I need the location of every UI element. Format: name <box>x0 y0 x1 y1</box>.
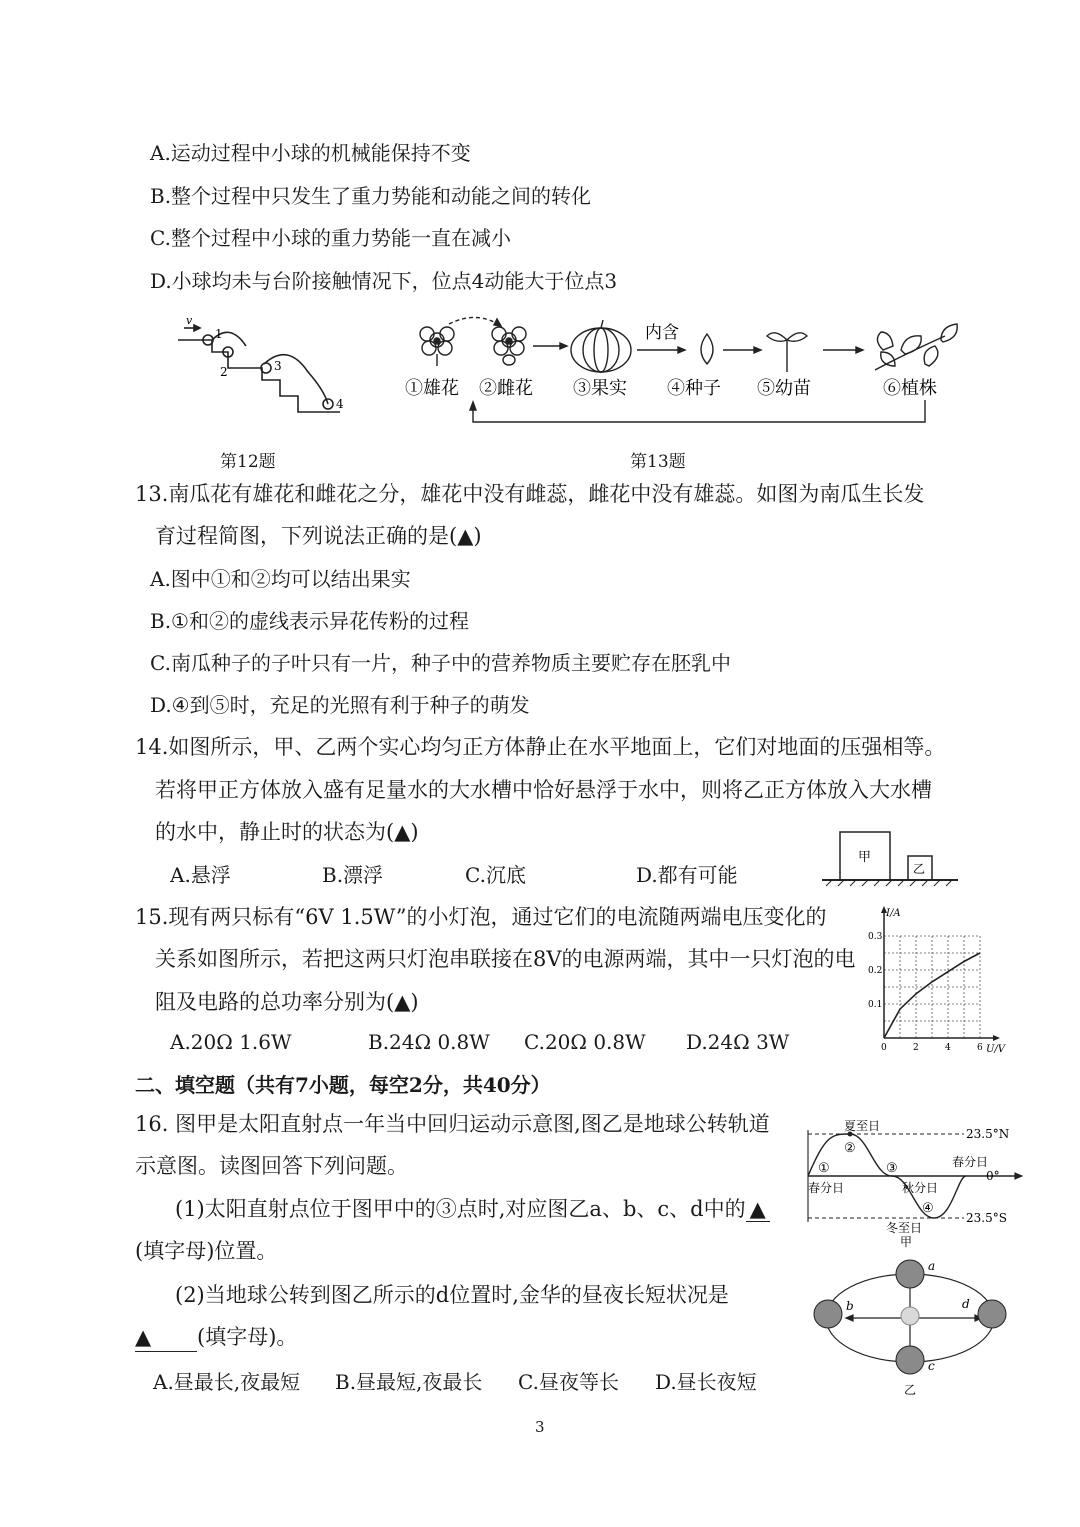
seed-icon <box>701 334 713 364</box>
x-tick-label: 4 <box>945 1043 951 1053</box>
q15-stem-line2: 关系如图所示，若把这两只灯泡串联接在8V的电源两端，其中一只灯泡的电 <box>155 947 856 971</box>
pos-label-2: 2 <box>220 365 228 379</box>
q15-option-b: B.24Ω 0.8W <box>368 1030 490 1054</box>
earth-a <box>896 1260 924 1288</box>
q15-stem-line3: 阻及电路的总功率分别为(▲) <box>155 990 419 1014</box>
zero-lat-label: 0° <box>986 1169 1000 1183</box>
page-number: 3 <box>535 1418 545 1436</box>
q13-option-b: B.①和②的虚线表示异花传粉的过程 <box>150 609 469 633</box>
q12-figure-caption: 第12题 <box>220 452 276 472</box>
q14-option-b: B.漂浮 <box>322 863 384 887</box>
q14-stem-line3: 的水中，静止时的状态为(▲) <box>155 820 419 844</box>
contains-label: 内含 <box>645 323 679 343</box>
stage-label-2: ②雌花 <box>479 378 533 399</box>
q12-stairs-figure <box>170 312 370 422</box>
sun-icon <box>901 1307 919 1325</box>
q16-figure-jia <box>806 1119 1038 1249</box>
x-tick-label: 6 <box>977 1043 983 1053</box>
q13-option-d: D.④到⑤时，充足的光照有利于种子的萌发 <box>150 693 530 717</box>
q13-stem-line1: 13.南瓜花有雄花和雌花之分，雄花中没有雌蕊，雌花中没有雄蕊。如图为南瓜生长发 <box>135 482 925 506</box>
lat-s-label: 23.5°S <box>966 1211 1007 1225</box>
q15-option-d: D.24Ω 3W <box>686 1030 790 1054</box>
q16-stem-line1: 16. 图甲是太阳直射点一年当中回归运动示意图,图乙是地球公转轨道 <box>135 1112 770 1136</box>
cube-jia-label: 甲 <box>858 850 872 865</box>
orbit-label-a: a <box>928 1259 936 1273</box>
x-tick-label: 0 <box>881 1043 887 1053</box>
stage-label-6: ⑥植株 <box>883 378 937 399</box>
y-tick-label: 0.1 <box>868 1000 883 1010</box>
autumn-equinox-label: 秋分日 <box>902 1181 939 1195</box>
q14-cubes-figure <box>822 826 962 886</box>
q13-option-c: C.南瓜种子的子叶只有一片，种子中的营养物质主要贮存在胚乳中 <box>150 651 731 675</box>
q16-sub2-blank[interactable]: ▲ <box>135 1323 197 1352</box>
lat-n-label: 23.5°N <box>966 1127 1010 1141</box>
q15-stem-line1: 15.现有两只标有“6V 1.5W”的小灯泡，通过它们的电流随两端电压变化的 <box>135 905 827 929</box>
x-axis-label: U/V <box>986 1044 1006 1055</box>
y-tick-label: 0.2 <box>868 966 883 976</box>
q15-iu-chart <box>868 904 1008 1054</box>
y-axis-label: I/A <box>886 908 901 919</box>
q16-sub1 <box>175 1195 770 1223</box>
q12-option-c: C.整个过程中小球的重力势能一直在减小 <box>150 226 511 250</box>
pos-label-1: 1 <box>215 327 223 341</box>
orbit-label-b: b <box>846 1299 854 1313</box>
earth-b <box>814 1300 842 1328</box>
female-flower-icon <box>492 327 526 365</box>
q12-option-b: B.整个过程中只发生了重力势能和动能之间的转化 <box>150 184 592 208</box>
q16-option-b: B.昼最短,夜最长 <box>335 1370 483 1394</box>
q13-stem-line2: 育过程简图，下列说法正确的是(▲) <box>155 524 482 548</box>
q14-option-c: C.沉底 <box>465 863 526 887</box>
seedling-icon <box>767 333 807 372</box>
q12-option-a: A.运动过程中小球的机械能保持不变 <box>150 141 471 165</box>
pos-label-4: 4 <box>336 397 344 411</box>
figure-jia-caption: 甲 <box>900 1235 913 1249</box>
point-2: ② <box>844 1141 856 1156</box>
q16-sub2-tail: (填字母)。 <box>197 1325 298 1349</box>
q16-sub2: (2)当地球公转到图乙所示的d位置时,金华的昼夜长短状况是 <box>175 1283 729 1307</box>
q13-option-a: A.图中①和②均可以结出果实 <box>150 567 411 591</box>
q16-stem-line2: 示意图。读图回答下列问题。 <box>135 1154 408 1178</box>
orbit-label-c: c <box>928 1359 935 1373</box>
stage-label-1: ①雄花 <box>405 378 459 399</box>
spring-equinox-left-label: 春分日 <box>808 1181 845 1195</box>
q16-option-c: C.昼夜等长 <box>518 1370 619 1394</box>
q15-option-a: A.20Ω 1.6W <box>170 1030 292 1054</box>
stage-label-4: ④种子 <box>667 378 721 399</box>
cycle-return-arrow <box>473 400 925 422</box>
q16-sub1-tail: (填字母)位置。 <box>135 1239 278 1263</box>
male-flower-icon <box>420 327 454 366</box>
pollination-dashed-arrow <box>449 317 501 326</box>
point-4: ④ <box>922 1201 934 1216</box>
q14-stem-line2: 若将甲正方体放入盛有足量水的大水槽中恰好悬浮于水中，则将乙正方体放入大水槽 <box>155 778 932 802</box>
section2-title: 二、填空题（共有7小题，每空2分，共40分） <box>135 1073 551 1097</box>
pos-label-3: 3 <box>274 359 282 373</box>
spring-equinox-right-label: 春分日 <box>952 1155 989 1169</box>
plant-icon <box>875 324 957 370</box>
stairs-outline <box>178 340 340 412</box>
q14-option-a: A.悬浮 <box>170 863 231 887</box>
velocity-label: v <box>186 314 193 327</box>
q16-sub2-line2 <box>135 1323 297 1352</box>
point-1: ① <box>818 1161 830 1176</box>
q13-cycle-figure <box>405 310 965 440</box>
y-tick-label: 0.3 <box>868 932 883 942</box>
q14-stem-line1: 14.如图所示，甲、乙两个实心均匀正方体静止在水平地面上，它们对地面的压强相等。 <box>135 735 946 759</box>
q16-sub1-text: (1)太阳直射点位于图甲中的③点时,对应图乙a、b、c、d中的 <box>175 1197 746 1221</box>
earth-c <box>896 1346 924 1374</box>
figure-yi-caption: 乙 <box>904 1383 917 1397</box>
q12-option-d: D.小球均未与台阶接触情况下，位点4动能大于位点3 <box>150 269 618 293</box>
point-3: ③ <box>886 1161 898 1176</box>
x-tick-label: 2 <box>913 1043 919 1053</box>
summer-solstice-label: 夏至日 <box>844 1119 881 1133</box>
winter-solstice-label: 冬至日 <box>886 1221 923 1235</box>
cube-yi-label: 乙 <box>913 862 926 876</box>
q14-option-d: D.都有可能 <box>636 863 738 887</box>
q16-option-a: A.昼最长,夜最短 <box>153 1370 301 1394</box>
q16-sub1-blank[interactable]: ▲ <box>746 1197 770 1222</box>
pumpkin-icon <box>571 320 631 372</box>
q16-figure-yi <box>806 1250 1038 1400</box>
q15-option-c: C.20Ω 0.8W <box>524 1030 646 1054</box>
orbit-label-d: d <box>962 1297 970 1311</box>
q13-figure-caption: 第13题 <box>630 452 686 472</box>
earth-d <box>978 1300 1006 1328</box>
q16-option-d: D.昼长夜短 <box>655 1370 757 1394</box>
stage-label-3: ③果实 <box>573 378 627 399</box>
stage-label-5: ⑤幼苗 <box>757 378 811 399</box>
